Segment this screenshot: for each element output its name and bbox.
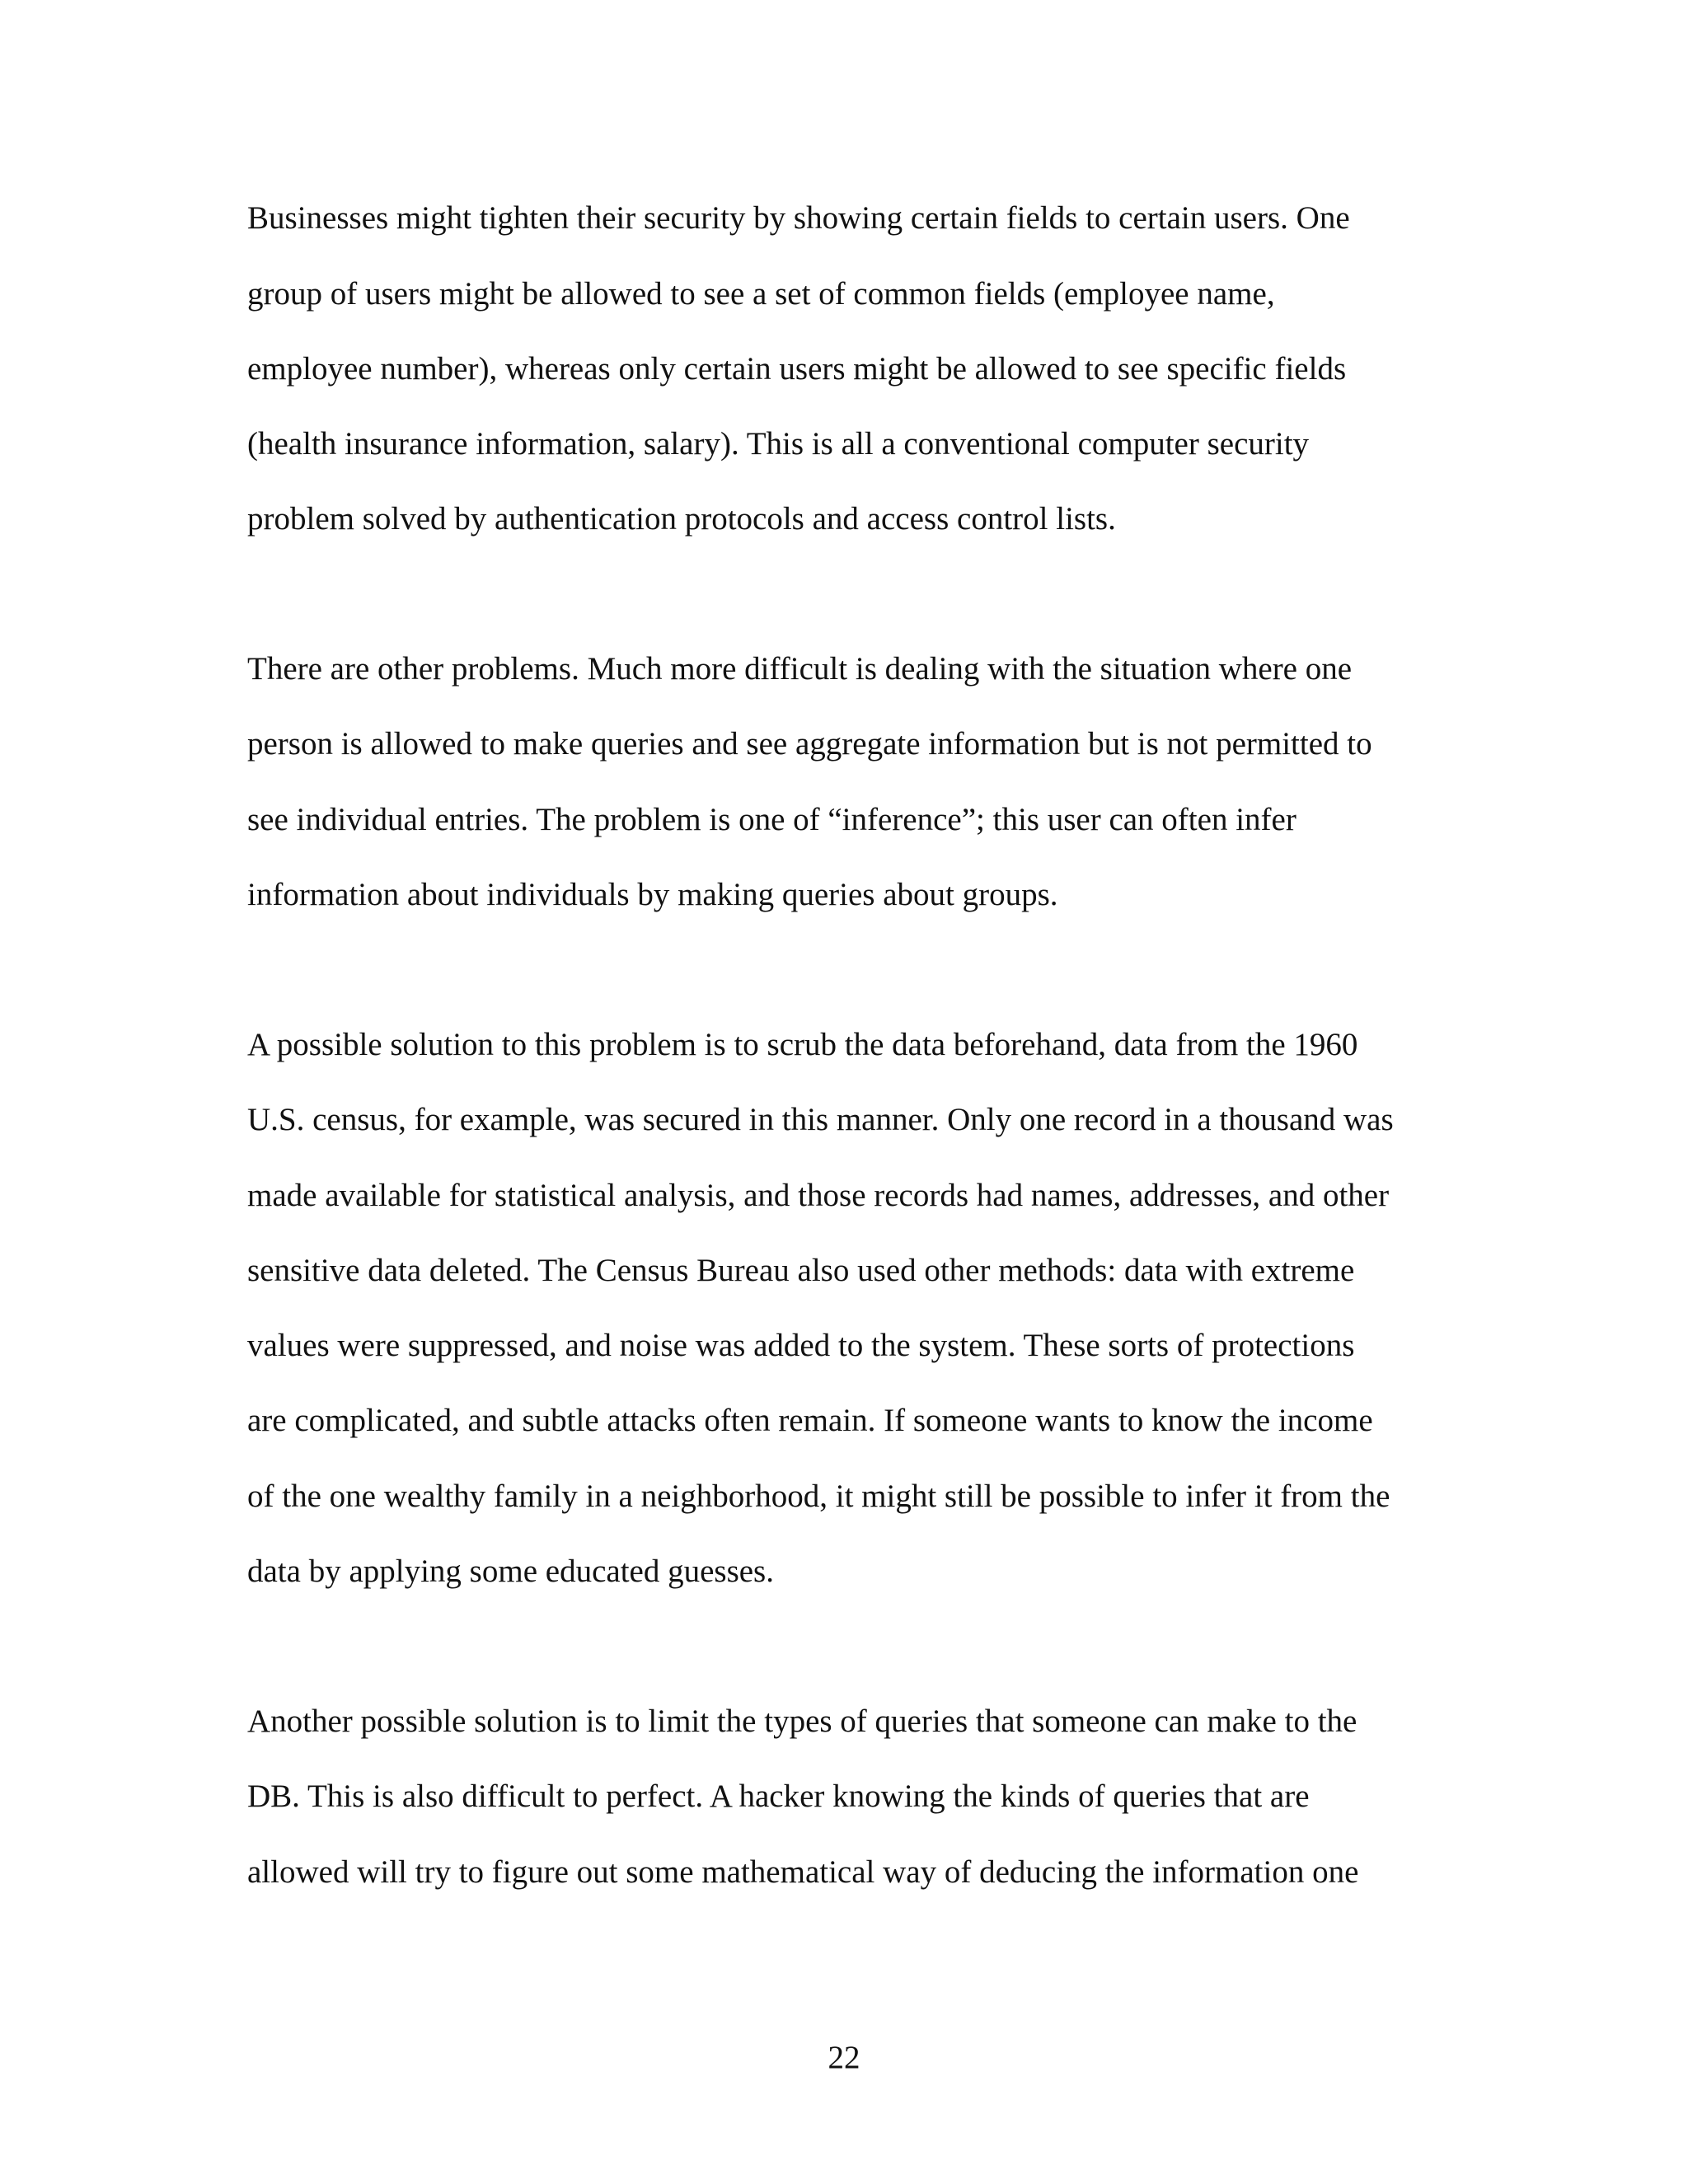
- paragraph-line: data by applying some educated guesses.: [247, 1554, 774, 1589]
- paragraph-line: see individual entries. The problem is one of “inference”; this user can often infer: [247, 802, 1296, 837]
- paragraph-line: problem solved by authentication protocols and access control lists.: [247, 501, 1116, 537]
- paragraph-line: Another possible solution is to limit the types of queries that someone can make to the: [247, 1704, 1357, 1739]
- paragraph-line: DB. This is also difficult to perfect. A hacker knowing the kinds of queries that are: [247, 1779, 1310, 1814]
- paragraph-line: person is allowed to make queries and see aggregate information but is not permitted to: [247, 726, 1372, 762]
- paragraph-line: group of users might be allowed to see a set of common fields (employee name,: [247, 276, 1275, 312]
- paragraph-line: made available for statistical analysis, and those records had names, addresses, and other: [247, 1178, 1390, 1213]
- paragraph-line: allowed will try to figure out some mathematical way of deducing the information one: [247, 1854, 1359, 1890]
- paragraph-line: There are other problems. Much more difficult is dealing with the situation where one: [247, 651, 1353, 687]
- paragraph-line: Businesses might tighten their security by showing certain fields to certain users. One: [247, 200, 1350, 236]
- paragraph-line: employee number), whereas only certain users might be allowed to see specific fields: [247, 351, 1347, 387]
- paragraph-line: are complicated, and subtle attacks often remain. If someone wants to know the income: [247, 1403, 1373, 1438]
- paragraph-line: (health insurance information, salary). This is all a conventional computer security: [247, 426, 1310, 462]
- paragraph-line: values were suppressed, and noise was added to the system. These sorts of protections: [247, 1328, 1355, 1363]
- paragraph-line: U.S. census, for example, was secured in this manner. Only one record in a thousand was: [247, 1102, 1394, 1137]
- page-number: 22: [828, 2040, 860, 2075]
- paragraph-line: of the one wealthy family in a neighborhood, it might still be possible to infer it from the: [247, 1479, 1390, 1514]
- paragraph-line: A possible solution to this problem is to scrub the data beforehand, data from the 1960: [247, 1027, 1358, 1062]
- paragraph-line: sensitive data deleted. The Census Bureau also used other methods: data with extreme: [247, 1253, 1355, 1288]
- paragraph-line: information about individuals by making queries about groups.: [247, 877, 1058, 912]
